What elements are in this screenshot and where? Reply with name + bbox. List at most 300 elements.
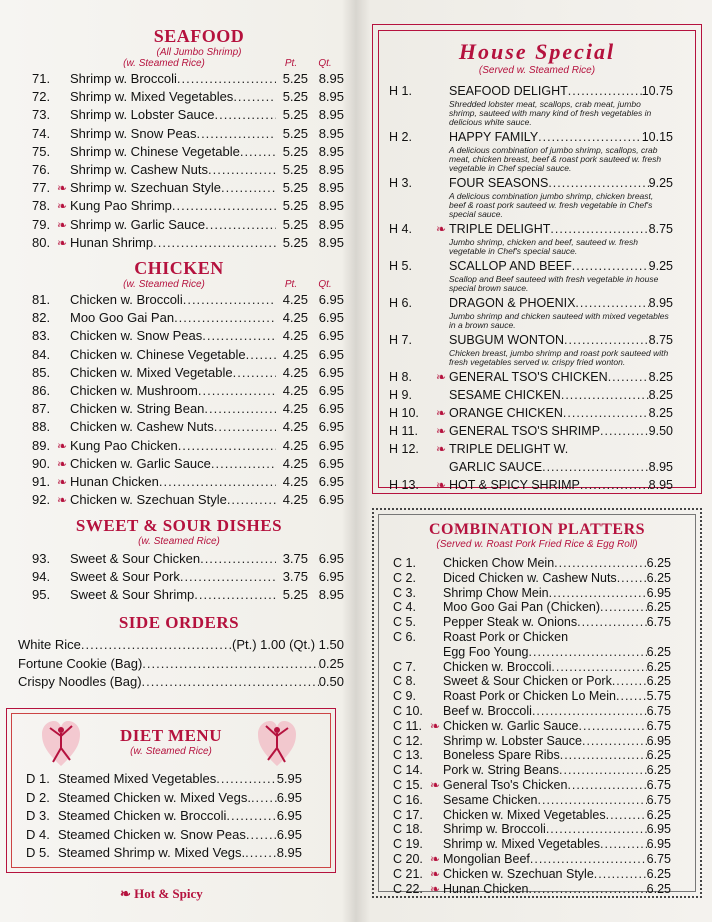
item-price-quart: 6.95 bbox=[318, 455, 344, 471]
house-special-item bbox=[389, 370, 685, 386]
item-name: Moo Goo Gai Pan bbox=[70, 310, 175, 326]
item-number: 93. bbox=[32, 551, 51, 566]
item-description: Jumbo shrimp and chicken sauteed with mixed vegetables in a brown sauce. bbox=[449, 311, 669, 330]
dot-leader bbox=[233, 89, 276, 104]
house-special-item bbox=[389, 222, 685, 238]
menu-item bbox=[14, 144, 344, 162]
item-name: Hunan Chicken bbox=[443, 881, 529, 896]
item-price: 8.75 bbox=[648, 222, 673, 236]
item-price: 6.95 bbox=[276, 808, 302, 823]
house-special-box bbox=[372, 24, 702, 494]
item-price: 6.75 bbox=[646, 703, 671, 718]
combination-item bbox=[385, 763, 689, 778]
item-price: 10.75 bbox=[641, 84, 673, 98]
dot-leader bbox=[600, 424, 649, 438]
item-number: H 9. bbox=[389, 388, 412, 402]
item-name: Sweet & Sour Chicken bbox=[70, 551, 201, 566]
house-special-item bbox=[389, 424, 685, 440]
dot-leader bbox=[200, 551, 276, 566]
diet-item bbox=[12, 771, 330, 790]
item-price-pint: 5.25 bbox=[282, 71, 308, 86]
item-name: Kung Pao Chicken bbox=[70, 437, 178, 453]
item-name: Chicken w. Garlic Sauce bbox=[443, 718, 579, 733]
pepper-icon: ❧ bbox=[435, 424, 447, 438]
combination-item bbox=[385, 808, 689, 823]
item-price-quart: 6.95 bbox=[318, 473, 344, 489]
side-orders-section bbox=[14, 613, 344, 693]
item-number: C 3. bbox=[393, 585, 416, 600]
pepper-icon: ❧ bbox=[56, 235, 68, 250]
item-number: C 22. bbox=[393, 881, 423, 896]
diet-menu-box bbox=[6, 708, 336, 873]
item-number: C 5. bbox=[393, 615, 416, 630]
item-name: Chicken w. Mushroom bbox=[70, 382, 198, 398]
item-number: 73. bbox=[32, 107, 51, 123]
item-name: Shrimp w. Chinese Vegetable bbox=[70, 143, 240, 159]
item-price-pint: 4.25 bbox=[282, 292, 308, 307]
pepper-icon: ❧ bbox=[120, 886, 135, 901]
item-number: H 5. bbox=[389, 259, 412, 273]
item-number: 90. bbox=[32, 455, 51, 471]
item-price: 8.95 bbox=[276, 845, 302, 860]
item-name: Shrimp w. Cashew Nuts bbox=[70, 161, 208, 177]
item-price: 6.25 bbox=[646, 600, 671, 615]
combination-item bbox=[385, 674, 689, 689]
item-name: Mongolian Beef bbox=[443, 851, 530, 866]
item-name: Chicken w. Szechuan Style bbox=[443, 866, 594, 881]
dot-leader bbox=[554, 556, 646, 570]
house-special-item bbox=[389, 388, 685, 404]
item-price-quart: 6.95 bbox=[318, 364, 344, 380]
item-number: 95. bbox=[32, 587, 51, 603]
item-name: Roast Pork or Chicken bbox=[443, 629, 569, 644]
menu-item bbox=[14, 328, 344, 346]
pepper-icon: ❧ bbox=[429, 881, 441, 896]
item-price: 6.75 bbox=[646, 777, 671, 792]
dot-leader bbox=[567, 778, 646, 792]
item-number: D 1. bbox=[26, 771, 50, 786]
item-name: Shrimp w. Snow Peas bbox=[70, 125, 197, 141]
item-number: 85. bbox=[32, 364, 51, 380]
item-price-pint: 5.25 bbox=[282, 125, 308, 141]
item-description: Scallop and Beef sauteed with fresh vegetable in house special brown sauce. bbox=[449, 274, 659, 293]
item-number: C 19. bbox=[393, 837, 423, 852]
item-name: Sweet & Sour Shrimp bbox=[70, 587, 195, 603]
item-number: C 8. bbox=[393, 674, 416, 689]
item-price-quart: 6.95 bbox=[318, 401, 344, 417]
diet-item bbox=[12, 827, 330, 846]
combination-item bbox=[385, 630, 689, 645]
dot-leader bbox=[580, 478, 649, 492]
item-price: 6.25 bbox=[646, 659, 671, 674]
combination-item bbox=[385, 704, 689, 719]
item-number: C 4. bbox=[393, 600, 416, 615]
item-name: Shrimp w. Lobster Sauce bbox=[70, 107, 215, 123]
menu-item bbox=[14, 292, 344, 310]
diet-item bbox=[12, 790, 330, 809]
item-price: 0.25 bbox=[318, 655, 344, 671]
item-price-pint: 5.25 bbox=[282, 216, 308, 232]
item-price: 6.25 bbox=[646, 881, 671, 896]
item-description: Shredded lobster meat, scallops, crab meat, jumbo shrimp, sauteed with many kind of fresh vegetables in delicious white sauce. bbox=[449, 99, 652, 127]
menu-item bbox=[14, 162, 344, 180]
item-number: C 11. bbox=[393, 718, 422, 733]
item-number: 81. bbox=[32, 292, 51, 307]
item-number: H 11. bbox=[389, 424, 418, 438]
item-name: GARLIC SAUCE bbox=[449, 460, 543, 474]
item-number: 89. bbox=[32, 437, 51, 453]
sweet-sour-list bbox=[14, 551, 344, 606]
item-name: Chicken Chow Mein bbox=[443, 556, 555, 570]
item-name: SUBGUM WONTON bbox=[449, 333, 565, 347]
item-name: Boneless Spare Ribs bbox=[443, 748, 560, 763]
item-number: H 3. bbox=[389, 176, 412, 190]
dot-leader bbox=[608, 370, 649, 384]
item-name: Shrimp w. Szechuan Style bbox=[70, 180, 222, 196]
dot-leader bbox=[180, 569, 276, 584]
item-number: C 14. bbox=[393, 763, 423, 778]
item-number: H 7. bbox=[389, 333, 412, 347]
item-price: 0.50 bbox=[318, 674, 344, 689]
item-name: GENERAL TSO'S CHICKEN bbox=[449, 370, 608, 384]
item-name: Fortune Cookie (Bag) bbox=[18, 655, 143, 671]
item-number: C 20. bbox=[393, 851, 423, 866]
item-price-quart: 6.95 bbox=[318, 292, 344, 307]
item-number: 72. bbox=[32, 89, 51, 105]
house-special-item bbox=[389, 460, 685, 476]
seafood-pt-label: Pt. bbox=[284, 58, 298, 69]
item-name: SESAME CHICKEN bbox=[449, 388, 561, 402]
menu-item bbox=[14, 587, 344, 605]
dot-leader bbox=[542, 460, 649, 474]
combination-item bbox=[385, 852, 689, 867]
house-special-item bbox=[389, 333, 685, 349]
chicken-list bbox=[14, 292, 344, 510]
item-number: D 5. bbox=[26, 845, 50, 860]
dot-leader bbox=[211, 456, 276, 471]
item-description: A delicious combination of jumbo shrimp, scallops, crab meat, chicken breast, beef & roast pork sauteed w. fresh vegetable in Chef special sauce. bbox=[449, 145, 662, 173]
item-price-pint: 3.75 bbox=[282, 551, 308, 566]
item-number: C 15. bbox=[393, 777, 423, 792]
item-name: Chicken w. Chinese Vegetable bbox=[70, 346, 246, 362]
item-name: Chicken w. Garlic Sauce bbox=[70, 455, 211, 471]
seafood-section bbox=[14, 26, 344, 253]
item-name: DRAGON & PHOENIX bbox=[449, 296, 576, 310]
sweet-sour-subtitle: (w. Steamed Rice) bbox=[138, 536, 220, 547]
item-name: Steamed Chicken w. Snow Peas bbox=[58, 826, 246, 842]
item-name: Steamed Chicken w. Mixed Vegs. bbox=[58, 789, 251, 805]
item-number: 79. bbox=[32, 216, 51, 232]
item-price: 5.75 bbox=[646, 689, 671, 704]
diet-item bbox=[12, 845, 330, 864]
item-price-pint: 4.25 bbox=[282, 382, 308, 398]
dot-leader bbox=[577, 615, 647, 629]
item-number: 94. bbox=[32, 569, 51, 585]
dot-leader bbox=[204, 401, 276, 416]
item-number: 92. bbox=[32, 492, 51, 508]
item-price-quart: 6.95 bbox=[318, 419, 344, 435]
combination-item bbox=[385, 571, 689, 586]
item-price-pint: 4.25 bbox=[282, 455, 308, 471]
dot-leader bbox=[606, 808, 647, 822]
house-special-item bbox=[389, 442, 685, 458]
dot-leader bbox=[546, 822, 647, 836]
item-number: C 17. bbox=[393, 807, 423, 822]
menu-item bbox=[14, 474, 344, 492]
item-price-quart: 8.95 bbox=[318, 125, 344, 141]
item-price-pint: 5.25 bbox=[282, 234, 308, 250]
menu-item bbox=[14, 383, 344, 401]
combination-subtitle: (Served w. Roast Pork Fried Rice & Egg Roll) bbox=[436, 539, 638, 550]
item-number: 77. bbox=[32, 180, 51, 196]
item-price-pint: 4.25 bbox=[282, 437, 308, 453]
item-price: 5.95 bbox=[276, 771, 302, 786]
menu-item bbox=[14, 89, 344, 107]
item-price-pint: 4.25 bbox=[282, 346, 308, 362]
combination-item bbox=[385, 645, 689, 660]
pepper-icon: ❧ bbox=[429, 851, 441, 866]
item-price: 6.95 bbox=[646, 733, 671, 748]
combination-item bbox=[385, 778, 689, 793]
pepper-icon: ❧ bbox=[56, 438, 68, 453]
dot-leader bbox=[172, 198, 276, 213]
dot-leader bbox=[240, 144, 276, 159]
side-orders-list bbox=[14, 637, 344, 693]
dot-leader bbox=[572, 259, 649, 273]
item-name: Chicken w. Snow Peas bbox=[70, 328, 203, 344]
item-price-pint: 5.25 bbox=[282, 89, 308, 105]
item-price: 6.25 bbox=[646, 556, 671, 570]
legend-label: Hot & Spicy bbox=[134, 886, 203, 901]
combination-item bbox=[385, 822, 689, 837]
item-price: 8.95 bbox=[648, 478, 673, 492]
seafood-subtitle-1: (All Jumbo Shrimp) bbox=[156, 47, 242, 58]
menu-item bbox=[14, 235, 344, 253]
pepper-icon: ❧ bbox=[429, 866, 441, 881]
item-number: C 12. bbox=[393, 733, 423, 748]
item-price: 6.95 bbox=[276, 789, 302, 805]
dot-leader bbox=[564, 333, 649, 347]
item-number: C 16. bbox=[393, 792, 423, 807]
chicken-qt-label: Qt. bbox=[318, 279, 332, 290]
diet-menu-title: DIET MENU bbox=[120, 726, 222, 745]
house-special-item bbox=[389, 478, 685, 494]
item-price: 9.25 bbox=[648, 176, 673, 190]
item-name: Sesame Chicken bbox=[443, 792, 538, 807]
dot-leader bbox=[616, 689, 647, 703]
item-price: 6.25 bbox=[646, 644, 671, 659]
item-name: HOT & SPICY SHRIMP bbox=[449, 478, 580, 492]
hot-spicy-legend bbox=[120, 886, 203, 902]
side-orders-title: SIDE ORDERS bbox=[118, 613, 240, 632]
item-price: 9.25 bbox=[648, 259, 673, 273]
item-name: Roast Pork or Chicken Lo Mein bbox=[443, 689, 616, 704]
seafood-subtitle-2: (w. Steamed Rice) bbox=[123, 58, 205, 69]
dot-leader bbox=[142, 674, 319, 689]
item-price-quart: 6.95 bbox=[318, 492, 344, 508]
dot-leader bbox=[205, 217, 276, 232]
dot-leader bbox=[578, 719, 646, 733]
house-special-item bbox=[389, 176, 685, 192]
item-number: H 13. bbox=[389, 478, 419, 492]
item-price-quart: 6.95 bbox=[318, 437, 344, 453]
dot-leader bbox=[177, 71, 276, 86]
item-number: C 18. bbox=[393, 822, 423, 837]
dot-leader bbox=[532, 704, 647, 718]
item-price-pint: 4.25 bbox=[282, 328, 308, 344]
dot-leader bbox=[246, 827, 277, 842]
item-name: TRIPLE DELIGHT bbox=[449, 222, 551, 236]
pepper-icon: ❧ bbox=[56, 199, 68, 214]
side-order-item bbox=[14, 637, 344, 656]
pepper-icon: ❧ bbox=[435, 406, 447, 420]
item-description: Jumbo shrimp, chicken and beef, sauteed w. fresh vegetable in Chef's special sauce. bbox=[449, 237, 638, 256]
menu-item bbox=[14, 438, 344, 456]
item-price-pint: 4.25 bbox=[282, 473, 308, 489]
dot-leader bbox=[142, 656, 318, 671]
item-price: 8.95 bbox=[648, 296, 673, 310]
diet-menu-list bbox=[12, 771, 330, 864]
item-price: 6.95 bbox=[646, 837, 671, 852]
menu-item bbox=[14, 126, 344, 144]
item-price: 6.95 bbox=[646, 822, 671, 837]
combination-item bbox=[385, 867, 689, 882]
house-special-subtitle: (Served w. Steamed Rice) bbox=[478, 65, 596, 76]
item-number: 71. bbox=[32, 71, 51, 86]
dancer-heart-icon bbox=[256, 718, 298, 770]
menu-item bbox=[14, 419, 344, 437]
chicken-title: CHICKEN bbox=[134, 258, 224, 278]
item-price: 6.75 bbox=[646, 792, 671, 807]
item-price-quart: 8.95 bbox=[318, 143, 344, 159]
item-name: Sweet & Sour Pork bbox=[70, 569, 180, 585]
combination-item bbox=[385, 793, 689, 808]
combination-item bbox=[385, 556, 689, 571]
dot-leader bbox=[174, 310, 276, 325]
dot-leader bbox=[202, 328, 276, 343]
item-price-pint: 5.25 bbox=[282, 180, 308, 196]
dot-leader bbox=[245, 845, 277, 860]
item-description: A delicious combination jumbo shrimp, chicken breast, beef & roast pork sauteed w. fresh vegetable in Chef's special sauce. bbox=[449, 191, 654, 219]
pepper-icon: ❧ bbox=[429, 777, 441, 792]
item-number: H 8. bbox=[389, 370, 412, 384]
item-name: Chicken w. Mixed Vegetable bbox=[70, 364, 233, 380]
item-price: 6.75 bbox=[646, 615, 671, 630]
item-name: Shrimp w. Broccoli bbox=[70, 71, 177, 86]
dot-leader bbox=[563, 406, 649, 420]
pepper-icon: ❧ bbox=[435, 442, 447, 456]
item-number: 75. bbox=[32, 143, 51, 159]
item-price-quart: 6.95 bbox=[318, 346, 344, 362]
item-name: Chicken w. String Bean bbox=[70, 401, 205, 417]
item-price-quart: 8.95 bbox=[318, 180, 344, 196]
dot-leader bbox=[550, 222, 648, 236]
pepper-icon: ❧ bbox=[56, 493, 68, 508]
item-number: 88. bbox=[32, 419, 51, 435]
seafood-list bbox=[14, 71, 344, 253]
dot-leader bbox=[183, 292, 276, 307]
item-price-quart: 6.95 bbox=[318, 310, 344, 326]
item-price-pint: 5.25 bbox=[282, 198, 308, 214]
item-number: D 3. bbox=[26, 808, 50, 823]
item-price-quart: 8.95 bbox=[318, 71, 344, 86]
dot-leader bbox=[178, 438, 276, 453]
item-number: 91. bbox=[32, 473, 51, 489]
item-price-pint: 5.25 bbox=[282, 143, 308, 159]
dot-leader bbox=[568, 84, 642, 98]
item-number: C 1. bbox=[393, 556, 416, 570]
item-number: 76. bbox=[32, 161, 51, 177]
item-price-quart: 6.95 bbox=[318, 551, 344, 566]
item-number: C 10. bbox=[393, 703, 423, 718]
item-price-quart: 8.95 bbox=[318, 587, 344, 603]
dot-leader bbox=[214, 419, 276, 434]
item-name: Shrimp w. Mixed Vegetables bbox=[443, 837, 601, 852]
item-name: Kung Pao Shrimp bbox=[70, 198, 172, 214]
item-name: Hunan Shrimp bbox=[70, 234, 154, 250]
dot-leader bbox=[551, 660, 646, 674]
item-price-pint: 4.25 bbox=[282, 364, 308, 380]
house-special-item bbox=[389, 130, 685, 146]
item-name: Diced Chicken w. Cashew Nuts bbox=[443, 570, 617, 585]
item-number: C 2. bbox=[393, 570, 416, 585]
item-number: C 9. bbox=[393, 689, 416, 704]
item-number: H 2. bbox=[389, 130, 412, 144]
combination-item bbox=[385, 734, 689, 749]
menu-item bbox=[14, 217, 344, 235]
menu-item bbox=[14, 456, 344, 474]
seafood-title: SEAFOOD bbox=[153, 26, 245, 46]
item-number: 83. bbox=[32, 328, 51, 344]
item-number: 80. bbox=[32, 234, 51, 250]
menu-item bbox=[14, 365, 344, 383]
house-special-item bbox=[389, 84, 685, 100]
item-number: H 4. bbox=[389, 222, 412, 236]
dancer-heart-icon bbox=[40, 718, 82, 770]
item-price-pint: 5.25 bbox=[282, 161, 308, 177]
combination-item bbox=[385, 882, 689, 897]
item-name: Sweet & Sour Chicken or Pork bbox=[443, 674, 612, 689]
dot-leader bbox=[153, 235, 276, 250]
dot-leader bbox=[208, 162, 276, 177]
pepper-icon: ❧ bbox=[429, 718, 441, 733]
dot-leader bbox=[538, 793, 647, 807]
item-name: HAPPY FAMILY bbox=[449, 130, 539, 144]
dot-leader bbox=[600, 837, 647, 851]
side-order-item bbox=[14, 656, 344, 675]
item-number: H 10. bbox=[389, 406, 419, 420]
item-number: D 2. bbox=[26, 789, 50, 805]
dot-leader bbox=[548, 176, 648, 190]
item-price-pint: 4.25 bbox=[282, 419, 308, 435]
combination-item bbox=[385, 600, 689, 615]
dot-leader bbox=[560, 748, 647, 762]
dot-leader bbox=[529, 645, 647, 659]
side-order-item bbox=[14, 674, 344, 693]
dot-leader bbox=[538, 130, 642, 144]
menu-item bbox=[14, 492, 344, 510]
item-price-quart: 8.95 bbox=[318, 89, 344, 105]
house-special-item bbox=[389, 296, 685, 312]
house-special-item bbox=[389, 259, 685, 275]
item-name: SEAFOOD DELIGHT bbox=[449, 84, 568, 98]
item-number: 84. bbox=[32, 346, 51, 362]
item-number: H 1. bbox=[389, 84, 412, 98]
combination-list bbox=[385, 556, 689, 896]
seafood-qt-label: Qt. bbox=[318, 58, 332, 69]
item-name: Hunan Chicken bbox=[70, 473, 159, 489]
item-name: Steamed Shrimp w. Mixed Vegs. bbox=[58, 845, 246, 860]
